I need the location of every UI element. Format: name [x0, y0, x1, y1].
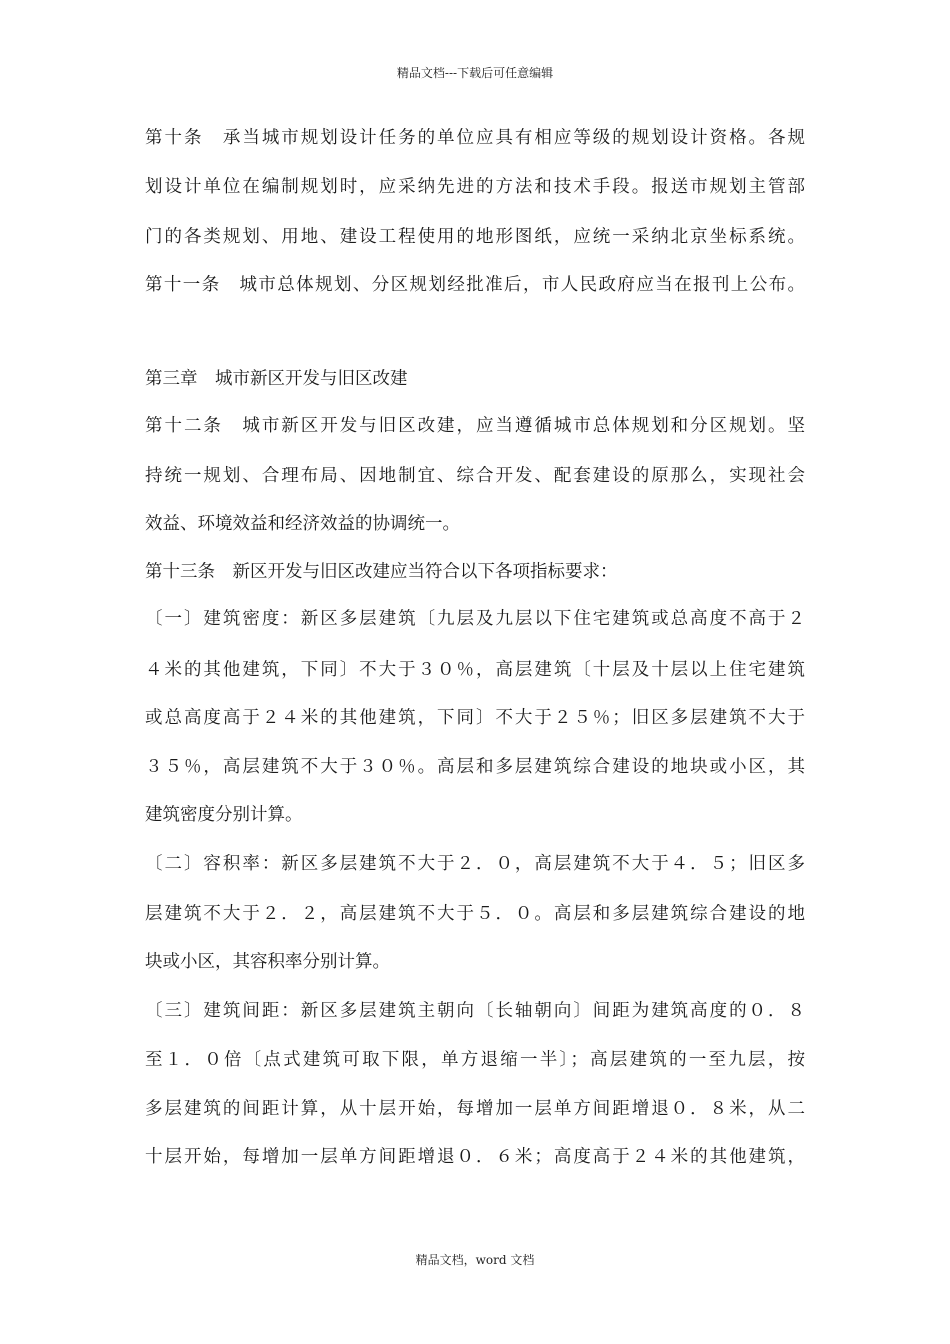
text-line: 十层开始，每增加一层单方间距增退０．６米；高度高于２４米的其他建筑，	[145, 1147, 805, 1167]
text-line: 持统一规划、合理布局、因地制宜、综合开发、配套建设的原那么，实现社会	[145, 466, 805, 486]
text-line: 第十条 承当城市规划设计任务的单位应具有相应等级的规划设计资格。各规	[145, 128, 805, 148]
text-line: 第十三条 新区开发与旧区改建应当符合以下各项指标要求：	[145, 562, 618, 582]
text-line: 块或小区，其容积率分别计算。	[145, 952, 390, 972]
text-line: 效益、环境效益和经济效益的协调统一。	[145, 514, 460, 534]
text-line: 建筑密度分别计算。	[145, 805, 303, 825]
text-line: 多层建筑的间距计算，从十层开始，每增加一层单方间距增退０．８米，从二	[145, 1099, 805, 1119]
text-line: 〔三〕建筑间距：新区多层建筑主朝向〔长轴朝向〕间距为建筑高度的０．８	[145, 1001, 805, 1021]
text-line: 第十一条 城市总体规划、分区规划经批准后，市人民政府应当在报刊上公布。	[145, 275, 805, 295]
text-line: ４米的其他建筑，下同〕不大于３０％，高层建筑〔十层及十层以上住宅建筑	[145, 660, 805, 680]
text-line: 门的各类规划、用地、建设工程使用的地形图纸，应统一采纳北京坐标系统。	[145, 227, 805, 247]
chapter-heading: 第三章 城市新区开发与旧区改建	[145, 369, 408, 389]
page-footer: 精品文档，word 文档	[415, 1253, 535, 1267]
text-line: 第十二条 城市新区开发与旧区改建，应当遵循城市总体规划和分区规划。坚	[145, 416, 805, 436]
text-line: 层建筑不大于２．２，高层建筑不大于５．０。高层和多层建筑综合建设的地	[145, 904, 805, 924]
text-line: ３５％，高层建筑不大于３０％。高层和多层建筑综合建设的地块或小区，其	[145, 757, 805, 777]
page-header: 精品文档---下载后可任意编辑	[396, 66, 554, 80]
text-line: 或总高度高于２４米的其他建筑，下同〕不大于２５％；旧区多层建筑不大于	[145, 708, 805, 728]
text-line: 〔一〕建筑密度：新区多层建筑〔九层及九层以下住宅建筑或总高度不高于２	[145, 609, 805, 629]
text-line: 〔二〕容积率：新区多层建筑不大于２．０，高层建筑不大于４．５；旧区多	[145, 854, 805, 874]
text-line: 划设计单位在编制规划时，应采纳先进的方法和技术手段。报送市规划主管部	[145, 177, 805, 197]
text-line: 至１．０倍〔点式建筑可取下限，单方退缩一半〕；高层建筑的一至九层，按	[145, 1050, 805, 1070]
